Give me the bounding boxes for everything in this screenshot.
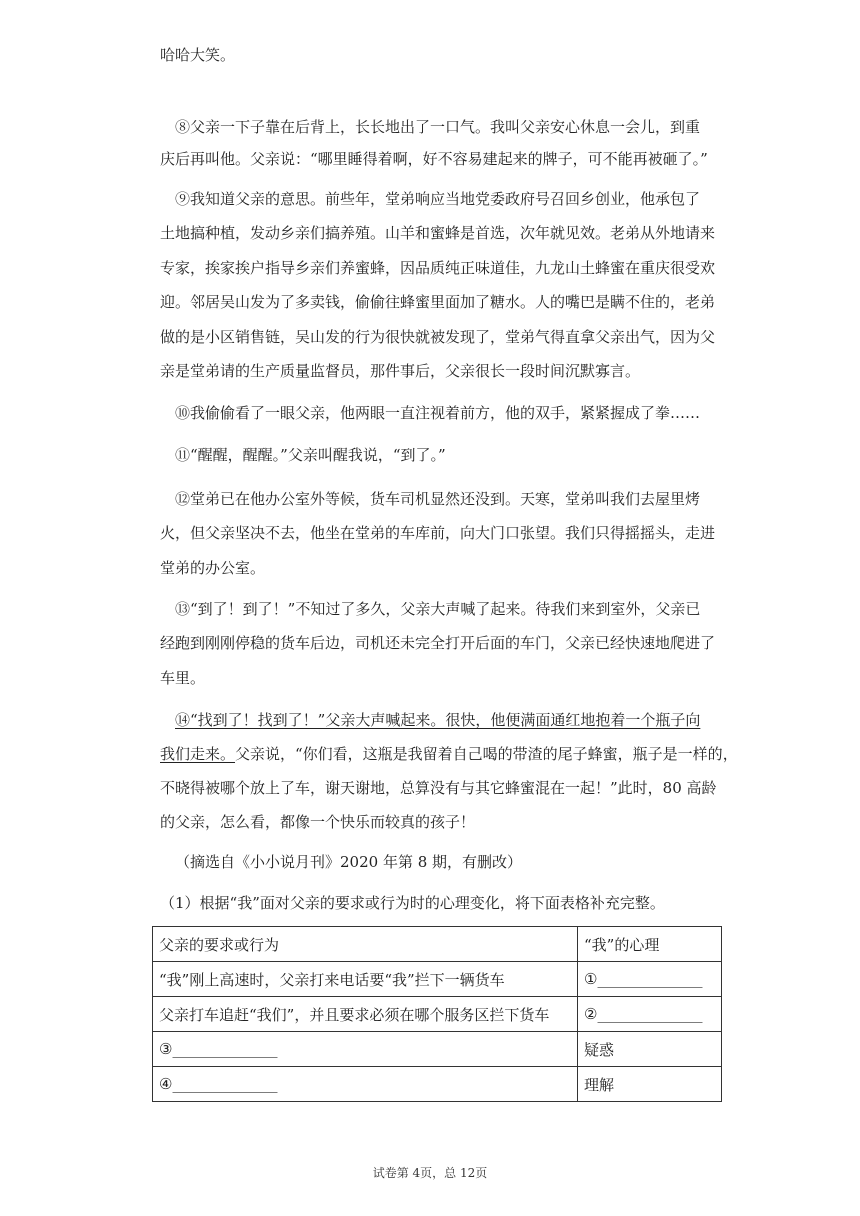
table-row — [153, 1067, 722, 1102]
page-footer: 试卷第 4页，总 12页 — [372, 1166, 488, 1180]
answer-blank-2[interactable]: ②______________ — [578, 997, 722, 1032]
paragraph-13-line-2: 经跑到刚刚停稳的货车后边，司机还未完全打开后面的车门，父亲已经快速地爬进了 — [160, 634, 716, 652]
question-1-prompt: （1）根据“我”面对父亲的要求或行为时的心理变化，将下面表格补充完整。 — [160, 894, 665, 912]
answer-blank-4[interactable]: ④______________ — [153, 1067, 578, 1102]
paragraph-14-line-4: 的父亲，怎么看，都像一个快乐而较真的孩子！ — [160, 813, 476, 831]
paragraph-9-line-5: 做的是小区销售链，吴山发的行为很快就被发现了，堂弟气得直拿父亲出气，因为父 — [160, 328, 716, 346]
source-citation: （摘选自《小小说月刊》2020 年第 8 期，有删改） — [175, 853, 523, 871]
table-row — [153, 997, 722, 1032]
paragraph-13-line-1: ⑬“到了！到了！”不知过了多久，父亲大声喊了起来。待我们来到室外，父亲已 — [175, 600, 701, 618]
paragraph-8-line-1: ⑧父亲一下子靠在后背上，长长地出了一口气。我叫父亲安心休息一会儿，到重 — [175, 118, 701, 136]
answer-blank-3[interactable]: ③______________ — [153, 1032, 578, 1067]
paragraph-14-line-3: 不晓得被哪个放上了车，谢天谢地，总算没有与其它蜂蜜混在一起！”此时，80 高龄 — [160, 779, 717, 797]
table-header-cell: 父亲的要求或行为 — [153, 927, 578, 962]
answer-table — [152, 926, 722, 1102]
paragraph-11: ⑪“醒醒，醒醒。”父亲叫醒我说，“到了。” — [175, 446, 446, 464]
paragraph-9-line-1: ⑨我知道父亲的意思。前些年，堂弟响应当地党委政府号召回乡创业，他承包了 — [175, 190, 701, 208]
paragraph-9-line-4: 迎。邻居吴山发为了多卖钱，偷偷往蜂蜜里面加了糖水。人的嘴巴是瞒不住的，老弟 — [160, 293, 716, 311]
paragraph-14-line-2-rest: 父亲说，“你们看，这瓶是我留着自己喝的带渣的尾子蜂蜜，瓶子是一样的， — [235, 745, 738, 763]
underlined-sentence-end: 我们走来。 — [160, 745, 236, 763]
table-header-cell: “我”的心理 — [578, 927, 722, 962]
paragraph-14-line-1-underlined: ⑭“找到了！找到了！”父亲大声喊起来。很快，他便满面通红地抱着一个瓶子向 — [175, 711, 701, 729]
paragraph-8-line-2: 庆后再叫他。父亲说：“哪里睡得着啊，好不容易建起来的牌子，可不能再被砸了。” — [160, 150, 708, 168]
paragraph-10: ⑩我偷偷看了一眼父亲，他两眼一直注视着前方，他的双手，紧紧握成了拳…… — [175, 404, 701, 422]
table-cell: 理解 — [578, 1067, 722, 1102]
table-cell: “我”刚上高速时，父亲打来电话要“我”拦下一辆货车 — [153, 962, 578, 997]
table-cell: 父亲打车追赶“我们”，并且要求必须在哪个服务区拦下货车 — [153, 997, 578, 1032]
table-row — [153, 1032, 722, 1067]
table-header-row — [153, 927, 722, 962]
paragraph-14-line-2 — [160, 744, 738, 764]
paragraph-12-line-3: 堂弟的办公室。 — [160, 559, 266, 577]
paragraph-9-line-6: 亲是堂弟请的生产质量监督员，那件事后，父亲很长一段时间沉默寡言。 — [160, 362, 641, 380]
text-line: 哈哈大笑。 — [160, 46, 236, 64]
table-cell: 疑惑 — [578, 1032, 722, 1067]
paragraph-12-line-1: ⑫堂弟已在他办公室外等候，货车司机显然还没到。天寒，堂弟叫我们去屋里烤 — [175, 490, 701, 508]
table-row — [153, 962, 722, 997]
answer-blank-1[interactable]: ①______________ — [578, 962, 722, 997]
paragraph-13-line-3: 车里。 — [160, 669, 206, 687]
paragraph-9-line-3: 专家，挨家挨户指导乡亲们养蜜蜂，因品质纯正味道佳，九龙山土蜂蜜在重庆很受欢 — [160, 259, 716, 277]
paragraph-9-line-2: 土地搞种植，发动乡亲们搞养殖。山羊和蜜蜂是首选，次年就见效。老弟从外地请来 — [160, 224, 716, 242]
paragraph-12-line-2: 火，但父亲坚决不去，他坐在堂弟的车库前，向大门口张望。我们只得摇摇头，走进 — [160, 524, 716, 542]
